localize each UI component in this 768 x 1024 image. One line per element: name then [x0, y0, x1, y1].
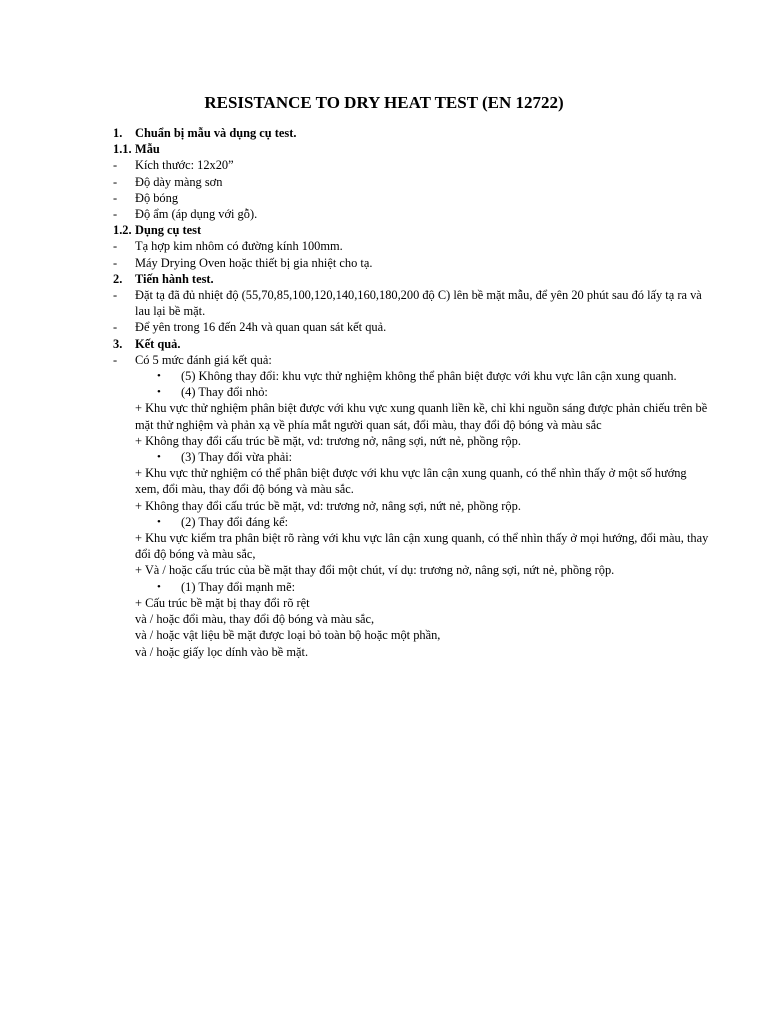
list-item [113, 319, 713, 335]
rating-level-text: (5) Không thay đổi: khu vực thử nghiệm không thể phân biệt được với khu vực lân cận xung quanh. [181, 369, 677, 384]
list-item [113, 174, 713, 190]
rating-description: + Và / hoặc cấu trúc của bề mặt thay đổi một chút, ví dụ: trương nở, nâng sợi, nứt nẻ, phồng rộp. [135, 563, 615, 578]
list-item-text: Kích thước: 12x20” [135, 158, 234, 173]
dash-marker: - [113, 190, 118, 205]
section-number: 1.1. [113, 142, 132, 157]
bullet-icon: • [157, 386, 161, 399]
bullet-icon: • [157, 580, 161, 593]
section-heading-text: Dụng cụ test [135, 223, 202, 238]
list-item-text: Độ ẩm (áp dụng với gỗ). [135, 207, 258, 222]
section-heading-2 [113, 271, 713, 287]
rating-description: và / hoặc giấy lọc dính vào bề mặt. [135, 644, 309, 659]
list-item-text: Có 5 mức đánh giá kết quả: [135, 352, 272, 367]
page-title: RESISTANCE TO DRY HEAT TEST (EN 12722) [204, 93, 564, 112]
rating-description: + Không thay đổi cấu trúc bề mặt, vd: trương nở, nâng sợi, nứt nẻ, phồng rộp. [135, 498, 521, 513]
section-heading-text: Mẫu [135, 142, 160, 157]
section-heading-text: Kết quả. [135, 336, 181, 351]
dash-marker: - [113, 320, 118, 335]
rating-level-1 [113, 579, 713, 595]
rating-description: + Khu vực thử nghiệm phân biệt được với khu vực xung quanh liền kề, chỉ khi nguồn sáng được phản chiếu trên bề mặt thử nghiệm và phản xạ về phía mắt người quan sát, đổi màu, thay đổi độ bóng và màu sắc [135, 401, 708, 432]
rating-description: + Khu vực kiểm tra phân biệt rõ ràng với khu vực lân cận xung quanh, có thể nhìn thấy ở mọi hướng, đổi màu, thay đổi độ bóng và màu sắc, [135, 531, 709, 562]
rating-description: + Khu vực thử nghiệm có thể phân biệt được với khu vực lân cận xung quanh, có thể nhìn thấy ở một số hướng xem, đổi màu, thay đổi độ bóng và màu sắc. [135, 466, 687, 497]
list-item-text: Tạ hợp kim nhôm có đường kính 100mm. [135, 239, 343, 254]
list-item [113, 190, 713, 206]
document-body [113, 125, 713, 660]
rating-level-text: (1) Thay đổi mạnh mẽ: [181, 579, 296, 594]
rating-description: + Không thay đổi cấu trúc bề mặt, vd: trương nở, nâng sợi, nứt nẻ, phồng rộp. [135, 433, 521, 448]
list-item [113, 287, 713, 319]
dash-marker: - [113, 174, 118, 189]
dash-marker: - [113, 239, 118, 254]
list-item-text: Máy Drying Oven hoặc thiết bị gia nhiệt cho tạ. [135, 255, 373, 270]
section-number: 2. [113, 271, 123, 286]
list-item-text: Để yên trong 16 đến 24h và quan quan sát kết quả. [135, 320, 387, 335]
list-item [113, 238, 713, 254]
section-heading-text: Chuẩn bị mẫu và dụng cụ test. [135, 126, 297, 140]
subsection-heading-1-1 [113, 141, 713, 157]
list-item-text: Độ bóng [135, 190, 179, 205]
rating-level-5 [113, 368, 713, 384]
section-number: 1. [113, 126, 123, 140]
list-item [113, 352, 713, 368]
section-number: 1.2. [113, 223, 132, 238]
section-number: 3. [113, 336, 123, 351]
list-item-text: Đặt tạ đã đủ nhiệt độ (55,70,85,100,120,140,160,180,200 độ C) lên bề mặt mẫu, để yên 20 phút sau đó lấy tạ ra và lau lại bề mặt. [135, 288, 702, 319]
rating-level-3 [113, 449, 713, 465]
rating-level-4 [113, 384, 713, 400]
bullet-icon: • [157, 515, 161, 528]
bullet-icon: • [157, 370, 161, 383]
dash-marker: - [113, 255, 118, 270]
dash-marker: - [113, 352, 118, 367]
rating-description: và / hoặc vật liệu bề mặt được loại bỏ toàn bộ hoặc một phần, [135, 628, 441, 643]
section-heading-text: Tiến hành test. [135, 271, 214, 286]
bullet-icon: • [157, 451, 161, 464]
rating-description: + Cấu trúc bề mặt bị thay đổi rõ rệt [135, 595, 310, 610]
rating-level-text: (3) Thay đổi vừa phải: [181, 450, 293, 465]
list-item [113, 157, 713, 173]
dash-marker: - [113, 288, 118, 303]
dash-marker: - [113, 158, 118, 173]
section-heading-3 [113, 336, 713, 352]
rating-level-2 [113, 514, 713, 530]
subsection-heading-1-2 [113, 222, 713, 238]
list-item-text: Độ dày màng sơn [135, 174, 223, 189]
rating-level-text: (2) Thay đổi đáng kể: [181, 514, 289, 529]
list-item [113, 255, 713, 271]
rating-description: và / hoặc đổi màu, thay đổi độ bóng và màu sắc, [135, 612, 375, 627]
rating-level-text: (4) Thay đổi nhỏ: [181, 385, 268, 400]
dash-marker: - [113, 207, 118, 222]
list-item [113, 206, 713, 222]
section-heading-1 [113, 125, 713, 141]
